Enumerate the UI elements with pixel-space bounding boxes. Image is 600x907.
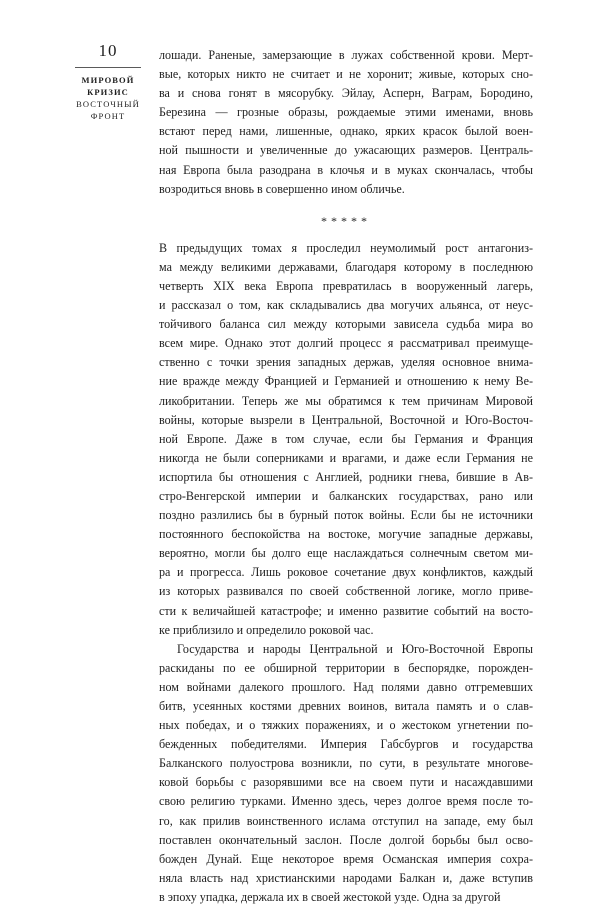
text-line: тойчивого баланса сил между которыми зависела судьба мира во <box>159 317 533 332</box>
text-line: никогда не были соперниками и врагами, и даже если Германия не <box>159 450 533 465</box>
page-number: 10 <box>98 41 118 60</box>
text-line: встают перед нами, лишенные, однако, ярких красок былой воен- <box>159 124 533 139</box>
subsection-title-line1: ВОСТОЧНЫЙ <box>76 99 140 109</box>
text-line: В предыдущих томах я проследил неумолимый рост антагониз- <box>159 240 533 255</box>
paragraph-2 <box>159 640 533 907</box>
text-line: ном войнами далекого прошлого. Над полями давно отгремевших <box>159 679 533 694</box>
text-line: в эпоху упадка, держала их в своей жестокой узде. Одна за другой <box>159 889 501 904</box>
text-line: го, как прилив воинственного ислама отступил на западе, ему был <box>159 813 533 828</box>
paragraph-1 <box>159 239 533 640</box>
text-line: постоянного беспокойства на востоке, могучие западные державы, <box>159 527 533 542</box>
text-line: всем мире. Однако этот долгий процесс я рассматривал преимуще- <box>159 336 533 351</box>
text-line: лошади. Раненые, замерзающие в лужах собственной крови. Мерт- <box>159 48 533 62</box>
main-text <box>159 46 533 907</box>
text-line: ра и прогресса. Лишь роковое сочетание двух конфликтов, каждый <box>159 565 533 580</box>
text-line: Балканского полуострова возникли, по сути, в результате многове- <box>159 756 533 771</box>
text-line: ной Европе. Даже в том случае, если бы Германия и Франция <box>159 431 533 446</box>
text-line: ная Европа была разодрана в клочья и в муках скончалась, чтобы <box>159 162 533 177</box>
text-line: стро-Венгерской империи и балканских государствах, рано или <box>159 488 533 503</box>
text-line: Государства и народы Центральной и Юго-Восточной Европы <box>177 641 533 656</box>
text-line: ке приблизило и определило роковой час. <box>159 622 374 637</box>
text-line: бежденных победителями. Империя Габсбургов и государства <box>159 737 533 752</box>
text-line: ма между великими державами, благодаря которому в последнюю <box>159 259 533 274</box>
text-line: четверть XIX века Европа превратилась в вооруженный лагерь, <box>159 278 533 293</box>
text-line: свою религию турками. Именно здесь, через долгое время после то- <box>159 794 533 809</box>
margin-rule <box>75 67 141 68</box>
text-line: ковой борьбы с разорявшими все на своем пути и насаждавшими <box>159 775 533 790</box>
section-separator: ***** <box>321 213 371 228</box>
text-line: возродиться вновь в совершенно ином обличье. <box>159 181 405 196</box>
text-line: из которых развивался по своей собственной логике, могло приве- <box>159 584 533 599</box>
section-title-line2: КРИЗИС <box>87 87 129 97</box>
text-line: и рассказал о том, как складывались два могучих альянса, от неус- <box>159 298 533 313</box>
margin-column <box>70 42 146 122</box>
text-line: поздно разлились бы в бурный поток войны. Если бы не источники <box>159 508 533 523</box>
text-line: ственно с точки зрения западных держав, уделяя основное внима- <box>159 355 533 370</box>
text-line: вероятно, могли бы долго еще наслаждаться солнечным светом ми- <box>159 546 533 561</box>
intro-paragraph <box>159 46 533 199</box>
text-line: войны, которые вызрели в Центральной, Восточной и Юго-Восточ- <box>159 412 533 427</box>
text-line: ной пышности и увеличенные до ужасающих размеров. Централь- <box>159 143 533 158</box>
section-title-line1: МИРОВОЙ <box>81 75 135 85</box>
text-line: битв, усеянных костями древних воинов, витала память и о слав- <box>159 699 533 713</box>
text-line: Березина — грозные образы, рождаемые этими именами, вновь <box>159 105 533 120</box>
text-line: вые, которых никто не считает и не хоронит; живые, которых сно- <box>159 67 533 82</box>
text-line: раскиданы по ее обширной территории в беспорядке, порожден- <box>159 660 533 675</box>
text-line: ва и снова гонят в мясорубку. Эйлау, Асперн, Ваграм, Бородино, <box>159 86 533 101</box>
text-line: ние вражде между Францией и Германией и отношению к нему Ве- <box>159 374 533 389</box>
subsection-title-line2: ФРОНТ <box>90 111 126 121</box>
text-line: няла власть над христианскими народами Балкан и, даже вступив <box>159 870 533 885</box>
text-line: ликобритании. Теперь же мы обратимся к тем причинам Мировой <box>159 393 533 408</box>
text-line: ных победах, и о тяжких поражениях, и о жестоком угнетении по- <box>159 718 533 733</box>
text-line: божден Дунай. Еще некоторое время Османская империя сохра- <box>159 851 533 866</box>
text-line: испортила бы отношения с Англией, родники гнева, бившие в Ав- <box>159 469 533 484</box>
text-line: сти к величайшей катастрофе; и именно развитие событий на восто- <box>159 603 533 618</box>
text-line: поставлен окончательный заслон. После долгой борьбы был осво- <box>159 832 533 847</box>
